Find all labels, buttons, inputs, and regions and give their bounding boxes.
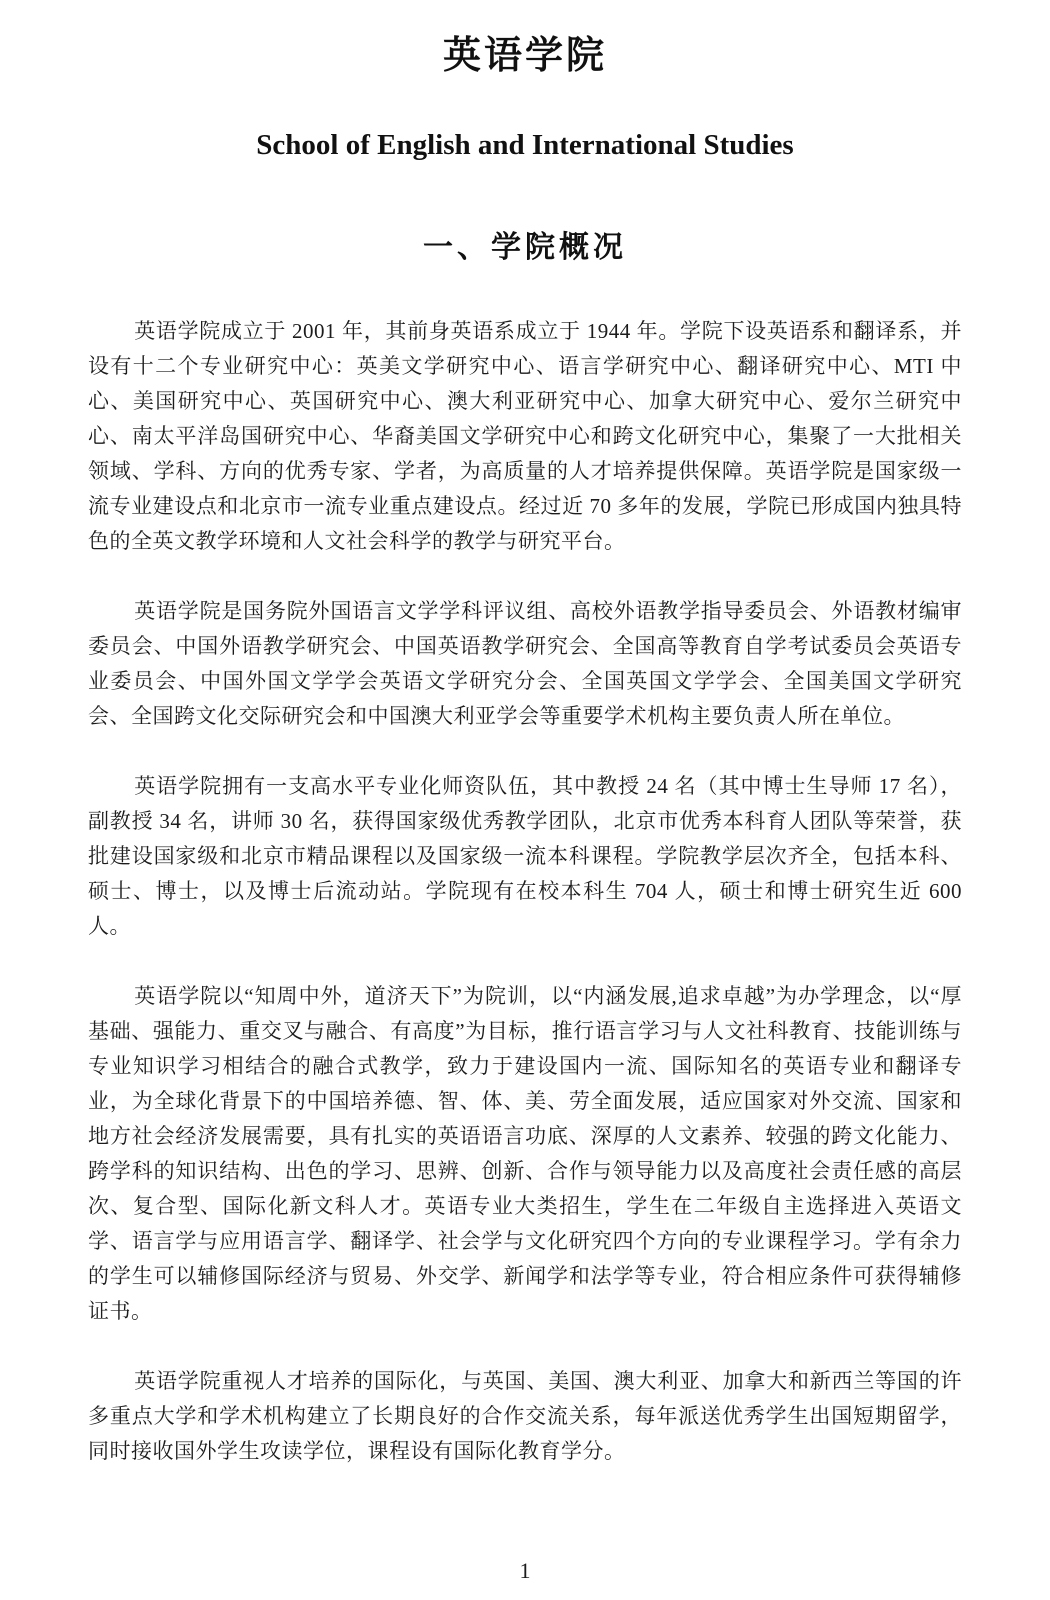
paragraph-faculty-students: 英语学院拥有一支高水平专业化师资队伍，其中教授 24 名（其中博士生导师 17 名），副教授 34 名，讲师 30 名，获得国家级优秀教学团队，北京市优秀本科育人团队等荣誉，获批建设国家级和北京市精品课程以及国家级一流本科课程。学院教学层次齐全，包括本科、硕士、博士，以及博士后流动站。学院现有在校本科生 704 人，硕士和博士研究生近 600 人。 <box>88 774 962 938</box>
paragraph-academic-organizations: 英语学院是国务院外国语言文学学科评议组、高校外语教学指导委员会、外语教材编审委员会、中国外语教学研究会、中国英语教学研究会、全国高等教育自学考试委员会英语专业委员会、中国外国文学学会英语文学研究分会、全国英国文学学会、全国美国文学研究会、全国跨文化交际研究会和中国澳大利亚学会等重要学术机构主要负责人所在单位。 <box>88 599 962 728</box>
section-heading: 一、学院概况 <box>423 231 627 264</box>
paragraph-history-overview: 英语学院成立于 2001 年，其前身英语系成立于 1944 年。学院下设英语系和翻译系，并设有十二个专业研究中心：英美文学研究中心、语言学研究中心、翻译研究中心、MTI 中心、美国研究中心、英国研究中心、澳大利亚研究中心、加拿大研究中心、爱尔兰研究中心、南太平洋岛国研究中心、华裔美国文学研究中心和跨文化研究中心，集聚了一大批相关领域、学科、方向的优秀专家、学者，为高质量的人才培养提供保障。英语学院是国家级一流专业建设点和北京市一流专业重点建设点。经过近 70 多年的发展，学院已形成国内独具特色的全英文教学环境和人文社会科学的教学与研究平台。 <box>88 319 962 553</box>
page-number: 1 <box>519 1558 531 1583</box>
page-title: 英语学院 <box>442 35 607 77</box>
paragraph-internationalization: 英语学院重视人才培养的国际化，与英国、美国、澳大利亚、加拿大和新西兰等国的许多重点大学和学术机构建立了长期良好的合作交流关系，每年派送优秀学生出国短期留学，同时接收国外学生攻读学位，课程设有国际化教育学分。 <box>88 1369 962 1463</box>
document-body <box>88 314 962 1469</box>
paragraph-motto-training: 英语学院以“知周中外，道济天下”为院训，以“内涵发展,追求卓越”为办学理念，以“厚基础、强能力、重交叉与融合、有高度”为目标，推行语言学习与人文社科教育、技能训练与专业知识学习相结合的融合式教学，致力于建设国内一流、国际知名的英语专业和翻译专业，为全球化背景下的中国培养德、智、体、美、劳全面发展，适应国家对外交流、国家和地方社会经济发展需要，具有扎实的英语语言功底、深厚的人文素养、较强的跨文化能力、跨学科的知识结构、出色的学习、思辨、创新、合作与领导能力以及高度社会责任感的高层次、复合型、国际化新文科人才。英语专业大类招生，学生在二年级自主选择进入英语文学、语言学与应用语言学、翻译学、社会学与文化研究四个方向的专业课程学习。学有余力的学生可以辅修国际经济与贸易、外交学、新闻学和法学等专业，符合相应条件可获得辅修证书。 <box>88 984 962 1323</box>
page-subtitle-english: School of English and International Studies <box>256 129 794 161</box>
